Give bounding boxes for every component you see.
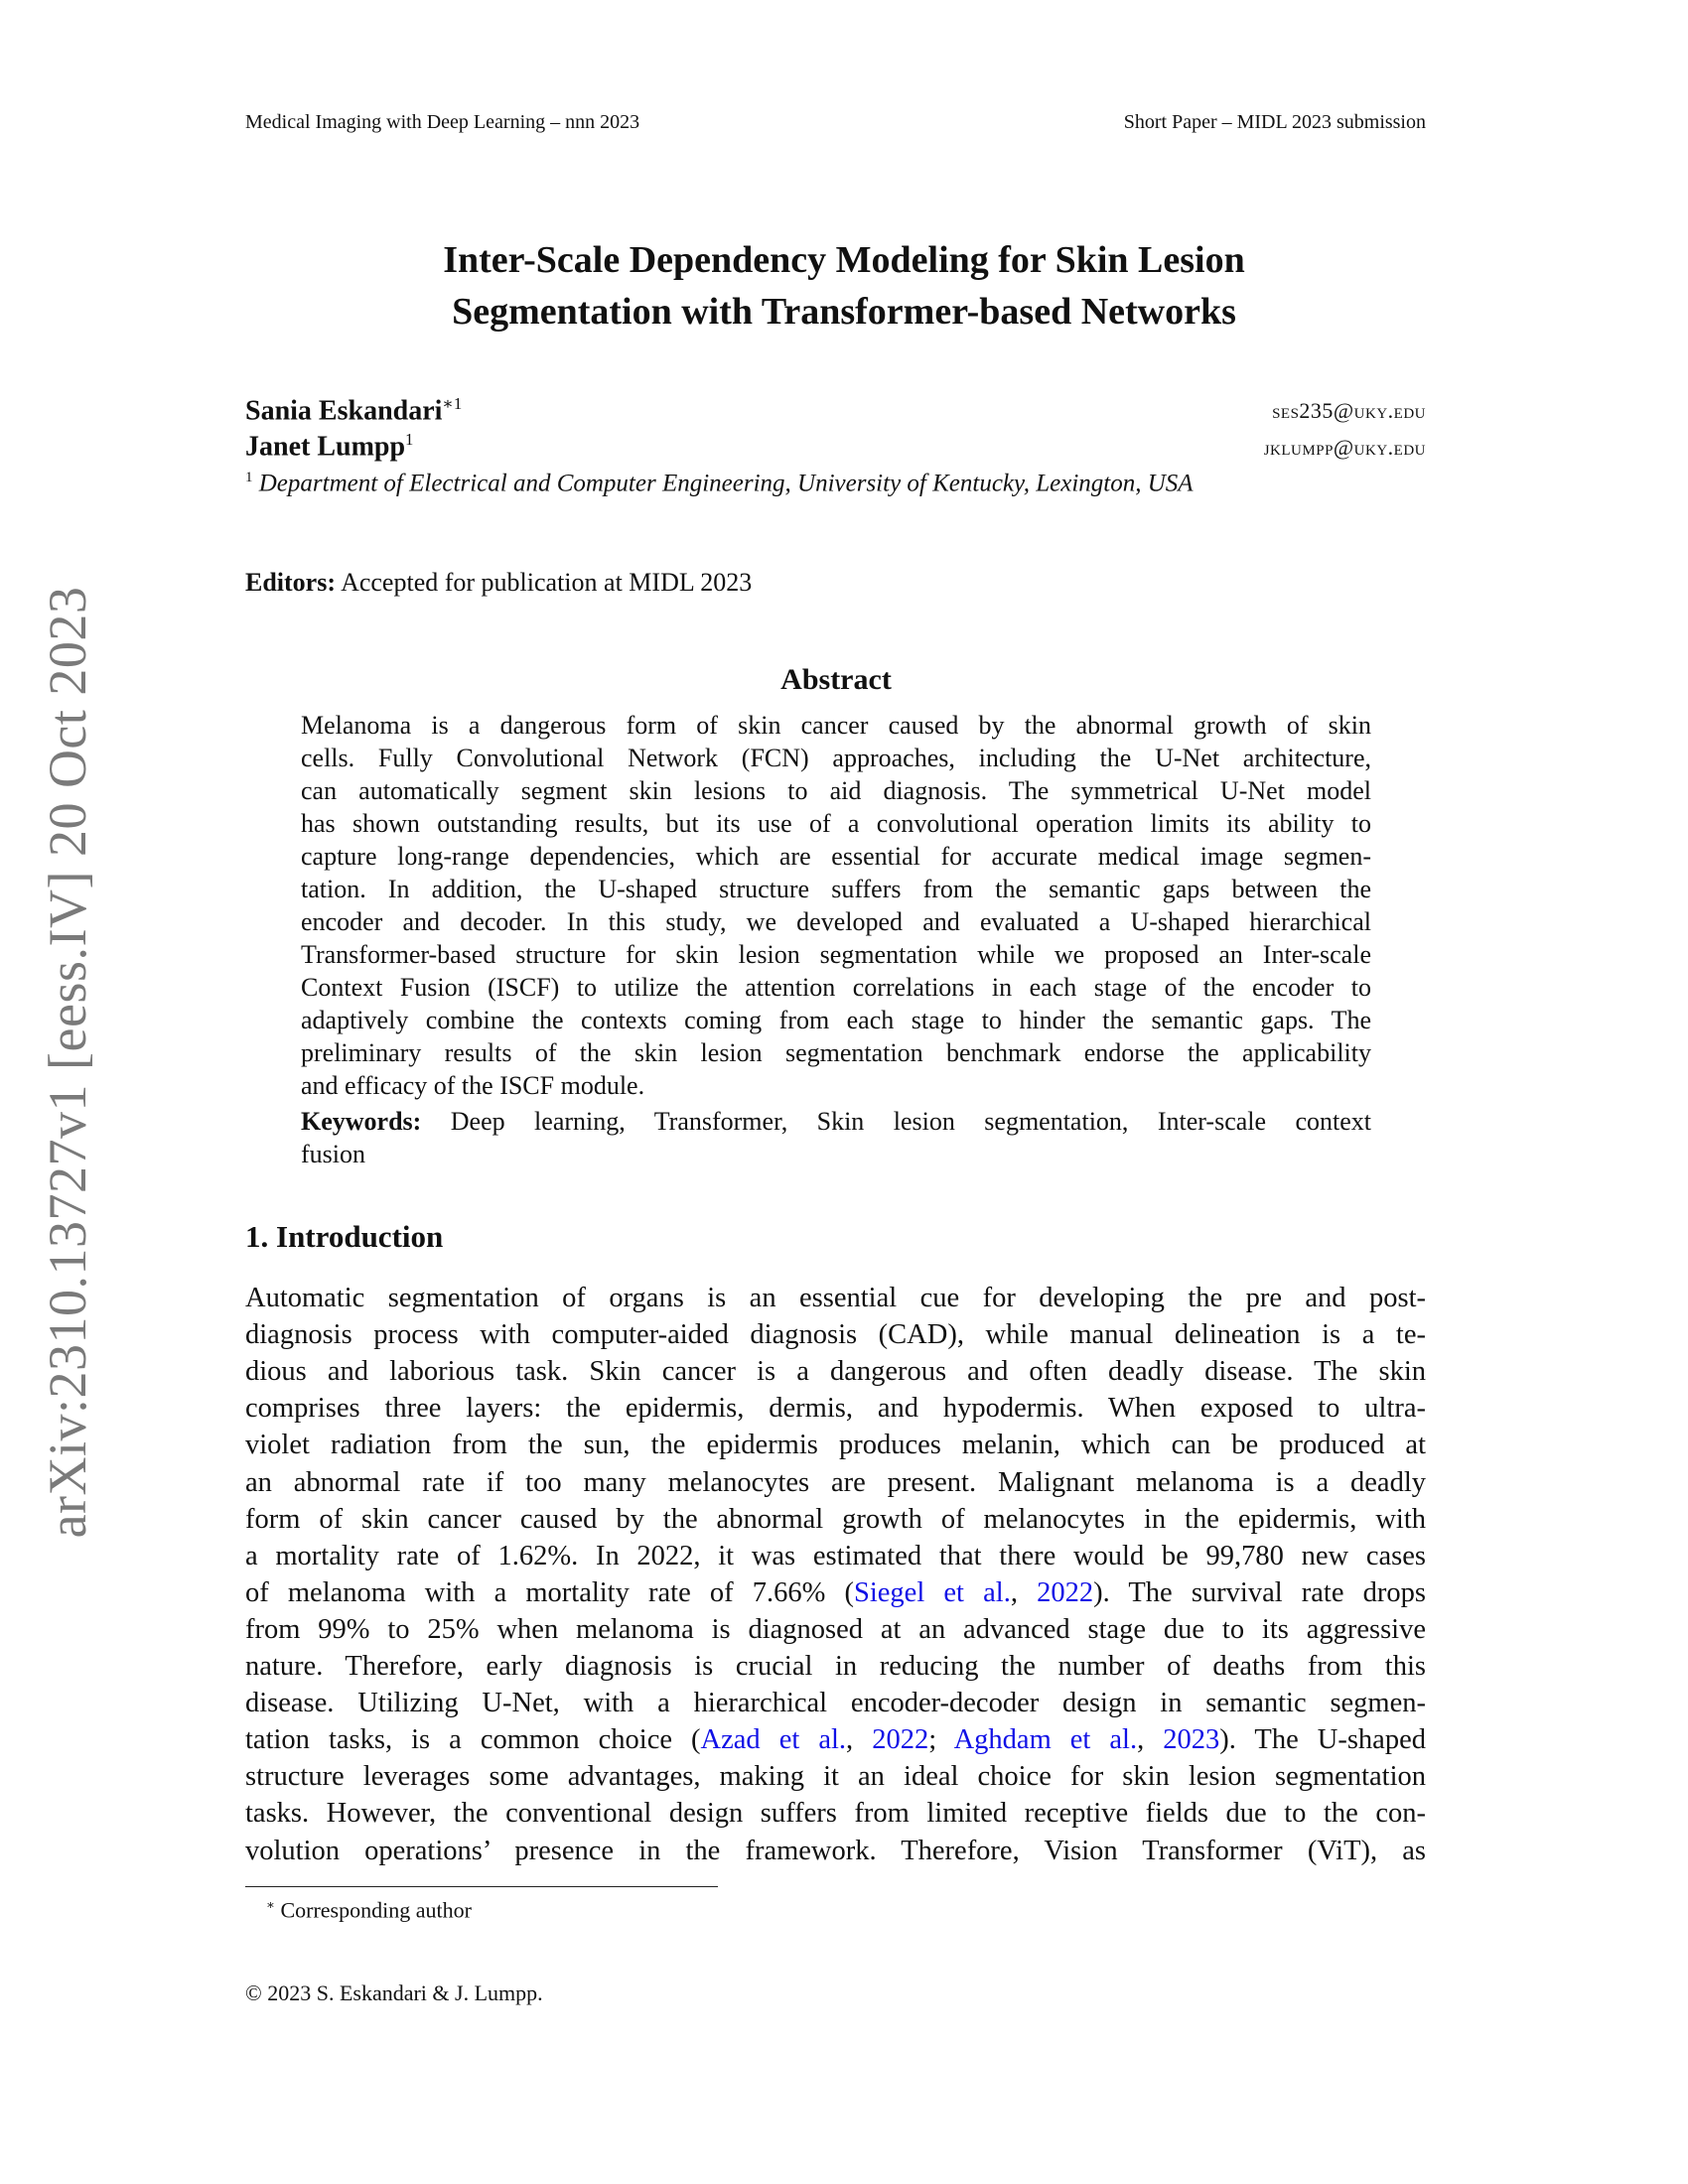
body-text: Automatic segmentation of organs is an essential cue for developing the pre and post- xyxy=(245,1283,1426,1313)
body-line xyxy=(245,1280,1426,1316)
body-line xyxy=(245,1501,1426,1538)
body-text: , xyxy=(846,1724,873,1756)
author-name: Janet Lumpp xyxy=(245,431,406,463)
citation-link[interactable]: 2022 xyxy=(1037,1576,1094,1608)
body-text: form of skin cancer caused by the abnormal growth of melanocytes in the epidermis, with xyxy=(245,1503,1426,1535)
abstract-line: Transformer-based structure for skin lesion segmentation while we proposed an Inter-scale xyxy=(301,940,1371,969)
affiliation-text: Department of Electrical and Computer Engineering, University of Kentucky, Lexington, USA xyxy=(258,470,1194,497)
author-name: Sania Eskandari xyxy=(245,395,443,427)
body-text: comprises three layers: the epidermis, dermis, and hypodermis. When exposed to ultra- xyxy=(245,1393,1426,1425)
body-text: , xyxy=(1010,1576,1038,1608)
body-text: ). The U-shaped xyxy=(1219,1724,1426,1756)
running-header-right: Short Paper – MIDL 2023 submission xyxy=(1123,111,1426,133)
citation-link[interactable]: 2023 xyxy=(1163,1724,1220,1756)
body-text: , xyxy=(1137,1724,1164,1756)
body-line xyxy=(245,1390,1426,1427)
footnote-text: Corresponding author xyxy=(280,1897,472,1923)
body-text: volution operations’ presence in the framework. Therefore, Vision Transformer (ViT), as xyxy=(245,1835,1426,1866)
citation-link[interactable]: Siegel et al. xyxy=(854,1576,1011,1608)
footnote-mark: ∗ xyxy=(266,1897,275,1912)
body-line xyxy=(245,1464,1426,1501)
keywords-line xyxy=(301,1105,1371,1138)
abstract-line: can automatically segment skin lesions to aid diagnosis. The symmetrical U-Net model xyxy=(301,776,1371,805)
body-text: violet radiation from the sun, the epidermis produces melanin, which can be produced at xyxy=(245,1430,1426,1461)
body-text: ; xyxy=(928,1724,954,1756)
author-2-email: jklumpp@uky.edu xyxy=(1263,435,1426,460)
arxiv-stamp: arXiv:2310.13727v1 [eess.IV] 20 Oct 2023 xyxy=(38,586,97,1539)
abstract-line: capture long-range dependencies, which are essential for accurate medical image segmen- xyxy=(301,842,1371,871)
body-text: diagnosis process with computer-aided diagnosis (CAD), while manual delineation is a te- xyxy=(245,1319,1426,1351)
affiliation-mark: 1 xyxy=(245,470,253,485)
body-line xyxy=(245,1795,1426,1832)
author-1-email: ses235@uky.edu xyxy=(1272,398,1426,423)
body-text: of melanoma with a mortality rate of 7.66% ( xyxy=(245,1576,855,1608)
body-line xyxy=(245,1538,1426,1574)
paper-title-line-1: Inter-Scale Dependency Modeling for Skin Lesion xyxy=(443,239,1245,281)
body-text: tation tasks, is a common choice ( xyxy=(245,1724,701,1756)
body-line xyxy=(245,1685,1426,1721)
body-text: structure leverages some advantages, making it an ideal choice for skin lesion segmentation xyxy=(245,1761,1426,1793)
editors-note xyxy=(245,568,752,598)
affiliation xyxy=(245,470,1194,497)
abstract-line: adaptively combine the contexts coming from each stage to hinder the semantic gaps. The xyxy=(301,1006,1371,1034)
keywords-label: Keywords: xyxy=(301,1107,422,1136)
author-mark: ∗1 xyxy=(442,394,463,413)
keywords-line-2: fusion xyxy=(301,1140,365,1168)
body-line xyxy=(245,1833,1426,1869)
body-line xyxy=(245,1721,1426,1758)
paper-title-line-2: Segmentation with Transformer-based Networks xyxy=(452,291,1236,333)
running-header-left: Medical Imaging with Deep Learning – nnn 2023 xyxy=(245,111,640,133)
citation-link[interactable]: Azad et al. xyxy=(700,1724,847,1756)
body-line xyxy=(245,1427,1426,1463)
body-line xyxy=(245,1758,1426,1795)
body-text: nature. Therefore, early diagnosis is crucial in reducing the number of deaths from this xyxy=(245,1651,1426,1682)
body-text: a mortality rate of 1.62%. In 2022, it was estimated that there would be 99,780 new cases xyxy=(245,1540,1426,1571)
body-text: tasks. However, the conventional design suffers from limited receptive fields due to the con- xyxy=(245,1798,1426,1830)
body-text: from 99% to 25% when melanoma is diagnosed at an advanced stage due to its aggressive xyxy=(245,1613,1426,1645)
abstract-line: Context Fusion (ISCF) to utilize the attention correlations in each stage of the encoder to xyxy=(301,973,1371,1002)
body-line xyxy=(245,1574,1426,1611)
author-2 xyxy=(245,430,413,463)
copyright: © 2023 S. Eskandari & J. Lumpp. xyxy=(245,1980,543,2005)
body-text: an abnormal rate if too many melanocytes are present. Malignant melanoma is a deadly xyxy=(245,1466,1426,1498)
abstract-line: Melanoma is a dangerous form of skin cancer caused by the abnormal growth of skin xyxy=(301,711,1371,740)
abstract-line: cells. Fully Convolutional Network (FCN) approaches, including the U-Net architecture, xyxy=(301,744,1371,772)
body-text: dious and laborious task. Skin cancer is a dangerous and often deadly disease. The skin xyxy=(245,1356,1426,1388)
citation-link[interactable]: Aghdam et al. xyxy=(953,1724,1138,1756)
abstract-line: preliminary results of the skin lesion segmentation benchmark endorse the applicability xyxy=(301,1038,1371,1067)
section-heading-introduction: 1. Introduction xyxy=(245,1219,444,1254)
author-mark: 1 xyxy=(405,430,414,449)
footnote-rule xyxy=(245,1886,718,1887)
keywords-text: Deep learning, Transformer, Skin lesion segmentation, Inter-scale context xyxy=(450,1107,1371,1136)
editors-text: Accepted for publication at MIDL 2023 xyxy=(341,568,753,597)
abstract-line: encoder and decoder. In this study, we developed and evaluated a U-shaped hierarchical xyxy=(301,907,1371,936)
body-line xyxy=(245,1353,1426,1390)
abstract-line: and efficacy of the ISCF module. xyxy=(301,1071,645,1100)
body-line xyxy=(245,1611,1426,1648)
body-line xyxy=(245,1648,1426,1685)
body-text: disease. Utilizing U-Net, with a hierarchical encoder-decoder design in semantic segmen- xyxy=(245,1688,1426,1719)
body-text: ). The survival rate drops xyxy=(1093,1576,1426,1608)
abstract-line: has shown outstanding results, but its use of a convolutional operation limits its ability to xyxy=(301,809,1371,838)
footnote xyxy=(266,1897,472,1923)
abstract-heading: Abstract xyxy=(780,663,892,696)
abstract-line: tation. In addition, the U-shaped structure suffers from the semantic gaps between the xyxy=(301,875,1371,903)
author-1 xyxy=(245,393,462,427)
editors-label: Editors: xyxy=(245,568,336,597)
citation-link[interactable]: 2022 xyxy=(872,1724,929,1756)
body-line xyxy=(245,1316,1426,1353)
